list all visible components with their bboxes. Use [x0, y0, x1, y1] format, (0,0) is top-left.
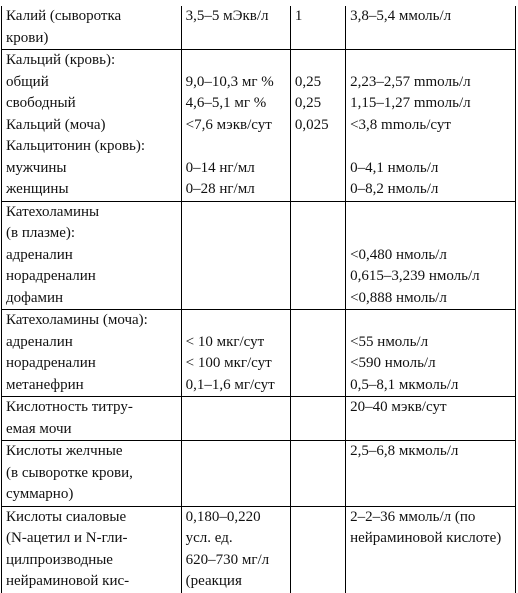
- conversion-factor-cell: [290, 115, 345, 137]
- cell-text-line: 0–14 нг/мл: [185, 159, 255, 176]
- cell-text-line: [350, 550, 512, 572]
- analyte-cell: [2, 506, 182, 593]
- cell-text-line: 0,180–0,220: [185, 508, 261, 525]
- cell-text-line: нейраминовой кислоте): [350, 530, 502, 546]
- cell-text-line: [186, 50, 287, 72]
- cell-text-line: 4,6–5,1 мг %: [185, 95, 267, 111]
- conversion-factor-cell: [290, 288, 345, 310]
- cell-text-line: [295, 332, 342, 354]
- cell-text-line: свободный: [6, 95, 76, 111]
- cell-text-line: адреналин: [6, 246, 73, 263]
- table-row: [2, 397, 516, 441]
- cell-text-line: [186, 223, 287, 245]
- si-units-cell: [346, 72, 516, 94]
- cell-text-line: усл. ед.: [185, 530, 233, 546]
- cell-text-line: [295, 202, 342, 224]
- analyte-cell: [2, 179, 182, 201]
- cell-text-line: 3,8–5,4 ммоль/л: [350, 8, 452, 24]
- table-row: [2, 441, 516, 507]
- cell-text-line: 0–4,1 нмоль/л: [350, 159, 439, 176]
- table-row: [2, 93, 516, 115]
- conversion-factor-cell: [290, 72, 345, 94]
- conventional-units-cell: [181, 115, 290, 137]
- cell-text-line: 20–40 мэкв/сут: [350, 399, 447, 415]
- cell-text-line: [350, 484, 512, 506]
- cell-text-line: [295, 136, 342, 158]
- cell-text-line: Кислоты желчные: [6, 443, 123, 459]
- cell-text-line: 0,1–1,6 мг/сут: [185, 376, 275, 393]
- table-row: [2, 288, 516, 310]
- cell-text-line: общий: [6, 73, 49, 90]
- cell-text-line: 1: [294, 8, 303, 24]
- cell-text-line: [295, 484, 342, 506]
- conventional-units-cell: [181, 245, 290, 267]
- table-row: [2, 158, 516, 180]
- cell-text-line: <3,8 mmoль/сут: [350, 116, 451, 133]
- cell-text-line: адреналин: [6, 333, 73, 350]
- cell-text-line: Калий (сыворотка: [6, 8, 122, 24]
- table-row: [2, 50, 516, 72]
- analyte-cell: [2, 72, 182, 94]
- si-units-cell: [346, 353, 516, 375]
- conventional-units-cell: [181, 332, 290, 354]
- cell-text-line: [295, 245, 342, 267]
- cell-text-line: женщины: [6, 181, 69, 197]
- table-row: [2, 506, 516, 593]
- si-units-cell: [346, 266, 516, 288]
- conversion-factor-cell: [290, 375, 345, 397]
- si-units-cell: [346, 310, 516, 332]
- cell-text-line: Кислоты сиаловые: [6, 508, 127, 525]
- conversion-factor-cell: [290, 179, 345, 201]
- analyte-cell: [2, 245, 182, 267]
- cell-text-line: суммарно): [6, 486, 74, 502]
- analyte-cell: [2, 6, 182, 50]
- cell-text-line: норадреналин: [6, 268, 96, 284]
- table-row: [2, 72, 516, 94]
- cell-text-line: 9,0–10,3 мг %: [185, 73, 274, 90]
- cell-text-line: (N-ацетил и N-гли-: [6, 530, 128, 546]
- cell-text-line: [295, 397, 342, 419]
- si-units-cell: [346, 93, 516, 115]
- cell-text-line: Кальций (моча): [6, 116, 106, 133]
- cell-text-line: [186, 245, 287, 267]
- table-row: [2, 245, 516, 267]
- cell-text-line: (в сыворотке крови,: [6, 464, 133, 481]
- cell-text-line: 0–8,2 нмоль/л: [350, 181, 439, 197]
- cell-text-line: [186, 288, 287, 310]
- table-row: [2, 179, 516, 201]
- analyte-cell: [2, 158, 182, 180]
- si-units-cell: [346, 332, 516, 354]
- cell-text-line: [295, 528, 342, 550]
- conventional-units-cell: [181, 506, 290, 593]
- cell-text-line: [295, 419, 342, 441]
- cell-text-line: [295, 310, 342, 332]
- analyte-cell: [2, 397, 182, 441]
- conventional-units-cell: [181, 375, 290, 397]
- si-units-cell: [346, 50, 516, 72]
- conventional-units-cell: [181, 50, 290, 72]
- si-units-cell: [346, 115, 516, 137]
- analyte-cell: [2, 353, 182, 375]
- cell-text-line: [350, 310, 512, 332]
- cell-text-line: Катехоламины: [6, 203, 100, 220]
- reference-values-table: [1, 6, 516, 593]
- cell-text-line: <7,6 мэкв/сут: [185, 116, 272, 133]
- analyte-cell: [2, 115, 182, 137]
- cell-text-line: 3,5–5 мЭкв/л: [185, 8, 269, 24]
- analyte-cell: [2, 310, 182, 332]
- analyte-cell: [2, 332, 182, 354]
- cell-text-line: [186, 419, 287, 441]
- cell-text-line: [186, 484, 287, 506]
- conventional-units-cell: [181, 288, 290, 310]
- conversion-factor-cell: [290, 93, 345, 115]
- si-units-cell: [346, 288, 516, 310]
- cell-text-line: [295, 266, 342, 288]
- conversion-factor-cell: [290, 397, 345, 441]
- analyte-cell: [2, 266, 182, 288]
- conventional-units-cell: [181, 266, 290, 288]
- cell-text-line: <0,888 нмоль/л: [350, 289, 447, 306]
- conversion-factor-cell: [290, 506, 345, 593]
- conversion-factor-cell: [290, 136, 345, 158]
- table-row: [2, 115, 516, 137]
- table-row: [2, 332, 516, 354]
- cell-text-line: [295, 463, 342, 485]
- cell-text-line: [186, 202, 287, 224]
- analyte-cell: [2, 93, 182, 115]
- conventional-units-cell: [181, 136, 290, 158]
- cell-text-line: 2–2–36 ммоль/л (по: [350, 508, 476, 525]
- conventional-units-cell: [181, 158, 290, 180]
- cell-text-line: [186, 463, 287, 485]
- conventional-units-cell: [181, 6, 290, 50]
- cell-text-line: [295, 288, 342, 310]
- cell-text-line: [186, 266, 287, 288]
- conversion-factor-cell: [290, 245, 345, 267]
- cell-text-line: [350, 463, 512, 485]
- si-units-cell: [346, 6, 516, 50]
- conventional-units-cell: [181, 72, 290, 94]
- cell-text-line: [186, 310, 287, 332]
- cell-text-line: [295, 223, 342, 245]
- si-units-cell: [346, 506, 516, 593]
- cell-text-line: Кальций (кровь):: [6, 52, 116, 68]
- table-row: [2, 310, 516, 332]
- conventional-units-cell: [181, 353, 290, 375]
- cell-text-line: 0–28 нг/мл: [185, 181, 255, 197]
- cell-text-line: < 100 мкг/сут: [185, 355, 272, 371]
- conventional-units-cell: [181, 441, 290, 507]
- cell-text-line: мужчины: [6, 159, 67, 176]
- cell-text-line: норадреналин: [6, 355, 96, 371]
- si-units-cell: [346, 136, 516, 158]
- analyte-cell: [2, 201, 182, 245]
- cell-text-line: метанефрин: [6, 376, 84, 393]
- cell-text-line: 2,23–2,57 mmoль/л: [350, 73, 471, 90]
- cell-text-line: 0,025: [294, 116, 329, 133]
- table-row: [2, 136, 516, 158]
- table-row: [2, 375, 516, 397]
- conversion-factor-cell: [290, 201, 345, 245]
- cell-text-line: [350, 223, 512, 245]
- conventional-units-cell: [181, 93, 290, 115]
- conventional-units-cell: [181, 201, 290, 245]
- cell-text-line: [295, 50, 342, 72]
- cell-text-line: Катехоламины (моча):: [6, 312, 148, 328]
- cell-text-line: 0,25: [294, 95, 322, 111]
- si-units-cell: [346, 201, 516, 245]
- cell-text-line: <0,480 нмоль/л: [350, 246, 447, 263]
- cell-text-line: Кислотность титру-: [6, 399, 133, 415]
- cell-text-line: [295, 441, 342, 463]
- analyte-cell: [2, 375, 182, 397]
- analyte-cell: [2, 441, 182, 507]
- cell-text-line: (в плазме):: [6, 225, 76, 241]
- cell-text-line: (реакция: [185, 573, 242, 589]
- cell-text-line: [295, 550, 342, 572]
- analyte-cell: [2, 136, 182, 158]
- cell-text-line: [186, 441, 287, 463]
- analyte-cell: [2, 288, 182, 310]
- cell-text-line: [295, 158, 342, 180]
- cell-text-line: дофамин: [6, 289, 64, 306]
- si-units-cell: [346, 245, 516, 267]
- cell-text-line: 0,5–8,1 мкмоль/л: [350, 376, 459, 393]
- si-units-cell: [346, 158, 516, 180]
- cell-text-line: [350, 136, 512, 158]
- si-units-cell: [346, 179, 516, 201]
- conventional-units-cell: [181, 179, 290, 201]
- conversion-factor-cell: [290, 158, 345, 180]
- cell-text-line: крови): [6, 29, 49, 46]
- cell-text-line: [295, 375, 342, 397]
- cell-text-line: < 10 мкг/сут: [185, 333, 265, 350]
- table-body: [2, 6, 516, 593]
- table-row: [2, 353, 516, 375]
- conversion-factor-cell: [290, 310, 345, 332]
- conventional-units-cell: [181, 310, 290, 332]
- cell-text-line: 1,15–1,27 mmoль/л: [350, 95, 471, 111]
- cell-text-line: емая мочи: [6, 420, 72, 437]
- table-row: [2, 6, 516, 50]
- cell-text-line: [186, 136, 287, 158]
- si-units-cell: [346, 397, 516, 441]
- cell-text-line: [350, 419, 512, 441]
- cell-text-line: <590 нмоль/л: [350, 355, 436, 371]
- cell-text-line: 0,25: [294, 73, 322, 90]
- table-row: [2, 201, 516, 245]
- si-units-cell: [346, 441, 516, 507]
- cell-text-line: 2,5–6,8 мкмоль/л: [350, 443, 459, 459]
- cell-text-line: [186, 397, 287, 419]
- si-units-cell: [346, 375, 516, 397]
- cell-text-line: [350, 202, 512, 224]
- cell-text-line: 620–730 мг/л: [185, 551, 270, 568]
- cell-text-line: цилпроизводные: [6, 551, 113, 568]
- cell-text-line: <55 нмоль/л: [350, 333, 429, 350]
- analyte-cell: [2, 50, 182, 72]
- cell-text-line: нейраминовой кис-: [6, 573, 130, 589]
- conversion-factor-cell: [290, 332, 345, 354]
- cell-text-line: Кальцитонин (кровь):: [6, 138, 146, 154]
- table-row: [2, 266, 516, 288]
- conversion-factor-cell: [290, 266, 345, 288]
- cell-text-line: 0,615–3,239 нмоль/л: [350, 268, 480, 284]
- conventional-units-cell: [181, 397, 290, 441]
- conversion-factor-cell: [290, 353, 345, 375]
- cell-text-line: [295, 179, 342, 201]
- conversion-factor-cell: [290, 6, 345, 50]
- conversion-factor-cell: [290, 50, 345, 72]
- cell-text-line: [295, 353, 342, 375]
- conversion-factor-cell: [290, 441, 345, 507]
- cell-text-line: [295, 507, 342, 529]
- cell-text-line: [350, 50, 512, 72]
